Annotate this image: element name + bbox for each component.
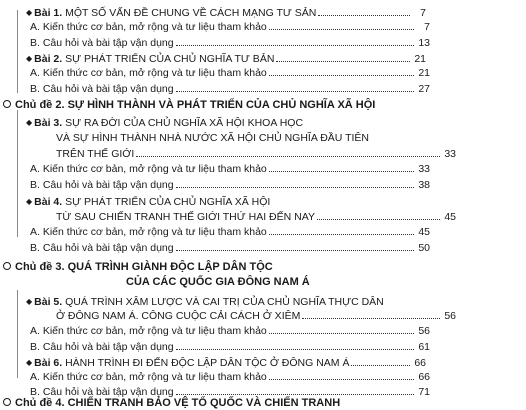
toc-row-chu-de-3[interactable] [0,261,403,274]
section-title: A. Kiến thức cơ bản, mở rộng và tư liệu tham khảo [30,371,267,383]
toc-row-sub[interactable] [0,21,433,34]
topic-number: Chủ đề 2. [15,99,65,111]
toc-row-sub[interactable] [0,341,433,354]
toc-row-sub[interactable] [0,37,433,50]
circle-bullet-icon [3,398,11,406]
topic-title: CHIẾN TRANH BẢO VỆ TỔ QUỐC VÀ CHIẾN TRANH [67,397,341,409]
topic-title-cont: CỦA CÁC QUỐC GIA ĐÔNG NAM Á [126,276,310,288]
section-title: A. Kiến thức cơ bản, mở rộng và tư liệu tham khảo [30,67,267,79]
section-title: B. Câu hỏi và bài tập vận dụng [30,179,174,191]
page-number: 7 [424,21,430,33]
section-title: B. Câu hỏi và bài tập vận dụng [30,83,174,95]
toc-row-sub[interactable] [0,325,433,338]
toc-row-sub[interactable] [0,67,433,80]
lesson-title: MỘT SỐ VẤN ĐỀ CHUNG VỀ CÁCH MẠNG TƯ SẢN [65,7,317,19]
topic-number: Chủ đề 4. [15,397,65,409]
toc-row-bai-6[interactable] [0,356,429,370]
page-number: 13 [418,37,430,49]
lesson-title: SỰ RA ĐỜI CỦA CHỦ NGHĨA XÃ HỘI KHOA HỌC [65,117,304,129]
lesson-title: SỰ PHÁT TRIỂN CỦA CHỦ NGHĨA XÃ HỘI [65,196,271,208]
section-title: A. Kiến thức cơ bản, mở rộng và tư liệu tham khảo [30,21,267,33]
lesson-title-cont: TỪ SAU CHIẾN TRANH THẾ GIỚI THỨ HAI ĐẾN NAY [56,211,315,223]
toc-row-cont [0,132,456,145]
section-title: A. Kiến thức cơ bản, mở rộng và tư liệu tham khảo [30,226,267,238]
toc-row-bai-4[interactable] [0,195,426,209]
toc-row-chu-de-2[interactable] [0,99,403,112]
diamond-icon: ◆ [26,8,33,17]
page-number: 66 [418,371,430,383]
page-number: 56 [444,310,456,322]
lesson-title-cont: TRÊN THẾ GIỚI [56,148,135,160]
page-number: 45 [418,226,430,238]
page-number: 66 [414,357,426,369]
section-title: B. Câu hỏi và bài tập vận dụng [30,242,174,254]
diamond-icon: ◆ [26,197,33,206]
toc-row-sub[interactable] [0,163,433,176]
lesson-number: Bài 6. [34,357,63,369]
toc-row-cont-lead[interactable] [0,211,459,224]
circle-bullet-icon [3,262,11,270]
diamond-icon: ◆ [26,358,33,367]
toc-row-sub[interactable] [0,242,433,255]
lesson-number: Bài 4. [34,196,63,208]
section-title: B. Câu hỏi và bài tập vận dụng [30,341,174,353]
toc-row-sub[interactable] [0,371,433,384]
page-number: 45 [444,211,456,223]
page-number: 50 [418,242,430,254]
lesson-title-cont: VÀ SỰ HÌNH THÀNH NHÀ NƯỚC XÃ HỘI CHỦ NGHĨA ĐẦU TIÊN [56,132,370,144]
section-title: B. Câu hỏi và bài tập vận dụng [30,37,174,49]
lesson-number: Bài 5. [34,296,63,308]
toc-row-cont-lead[interactable] [0,310,459,323]
page-number: 7 [420,7,426,19]
topic-number: Chủ đề 3. [15,261,65,273]
lesson-title: QUÁ TRÌNH XÂM LƯỢC VÀ CAI TRỊ CỦA CHỦ NGHĨA THỰC DÂN [65,296,384,308]
page-number: 21 [418,67,430,79]
toc-row-cont-lead[interactable] [0,148,459,161]
page-number: 38 [418,179,430,191]
lesson-number: Bài 3. [34,117,63,129]
toc-row-sub[interactable] [0,83,433,96]
toc-row-bai-2[interactable] [0,52,429,66]
lesson-number: Bài 2. [34,53,63,65]
lesson-title-cont: Ở ĐÔNG NAM Á. CÔNG CUỘC CẢI CÁCH Ở XIÊM [56,310,301,322]
page-number: 56 [418,325,430,337]
topic-title: SỰ HÌNH THÀNH VÀ PHÁT TRIỂN CỦA CHỦ NGHĨA XÃ HỘI [67,99,376,111]
page-number: 33 [418,163,430,175]
section-title: A. Kiến thức cơ bản, mở rộng và tư liệu tham khảo [30,325,267,337]
toc-row-bai-1[interactable] [0,6,429,20]
diamond-icon: ◆ [26,54,33,63]
toc-row-chu-de-4[interactable] [0,397,403,410]
section-title: B. Câu hỏi và bài tập vận dụng [30,386,174,398]
page-number: 61 [418,341,430,353]
diamond-icon: ◆ [26,297,33,306]
diamond-icon: ◆ [26,118,33,127]
page-number: 27 [418,83,430,95]
toc-row-sub[interactable] [0,226,433,239]
lesson-title: SỰ PHÁT TRIỂN CỦA CHỦ NGHĨA TƯ BẢN [65,53,275,65]
lesson-title: HÀNH TRÌNH ĐI ĐẾN ĐỘC LẬP DÂN TỘC Ở ĐÔNG NAM Á [65,357,350,369]
toc-row-bai-5[interactable] [0,295,426,309]
section-title: A. Kiến thức cơ bản, mở rộng và tư liệu tham khảo [30,163,267,175]
toc-row-sub[interactable] [0,179,433,192]
toc-row-cont2 [0,276,526,289]
page-number: 71 [418,386,430,398]
lesson-number: Bài 1. [34,7,63,19]
topic-title: QUÁ TRÌNH GIÀNH ĐỘC LẬP DÂN TỘC [67,261,273,273]
page-number: 21 [414,53,426,65]
toc-row-bai-3[interactable] [0,116,426,130]
circle-bullet-icon [3,100,11,108]
page-number: 33 [444,148,456,160]
